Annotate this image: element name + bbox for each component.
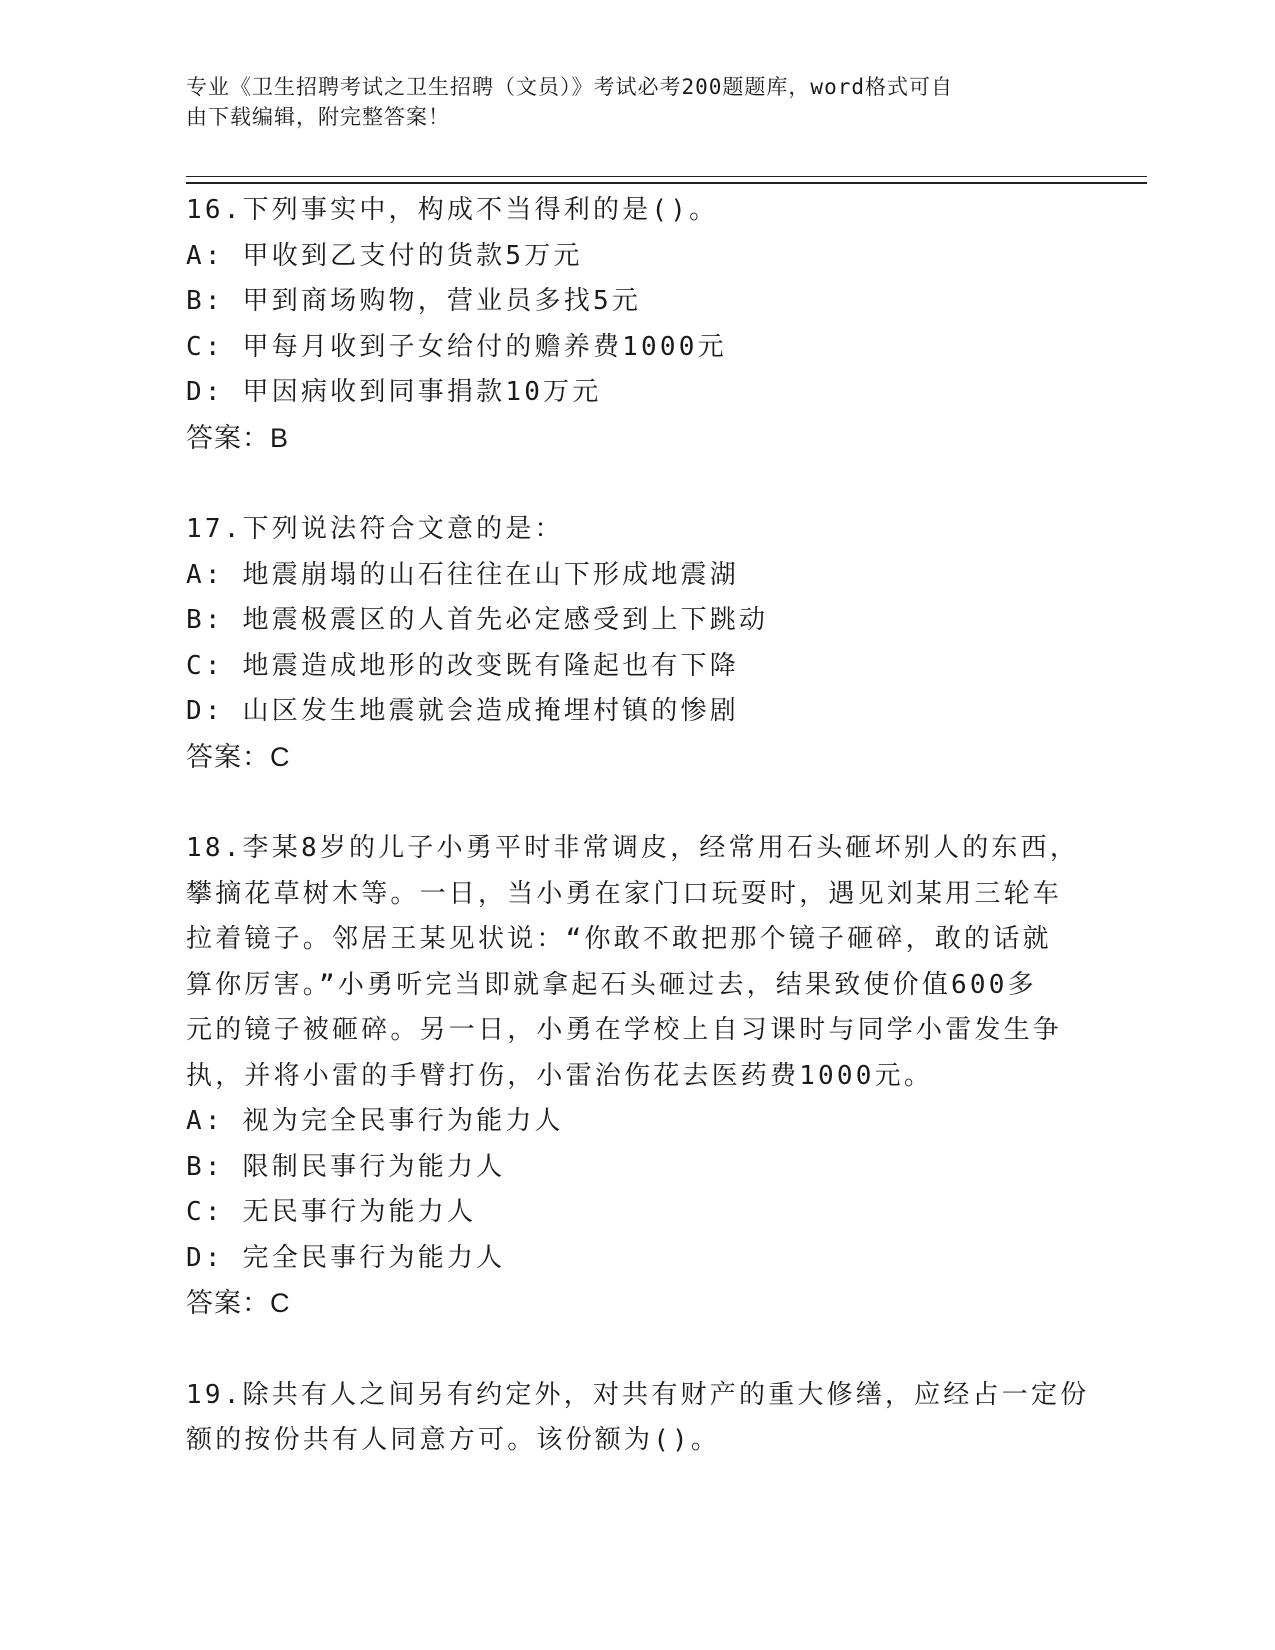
header-line-2: 由下载编辑，附完整答案！ bbox=[186, 105, 450, 129]
question-stem: 16.下列事实中，构成不当得利的是()。 bbox=[186, 195, 719, 225]
question-list bbox=[186, 188, 1090, 1510]
question-19 bbox=[186, 1373, 1090, 1464]
option-b: B: 限制民事行为能力人 bbox=[186, 1151, 506, 1182]
answer-label: 答案：C bbox=[186, 1288, 291, 1318]
answer-label: 答案：B bbox=[186, 422, 290, 453]
option-a: A: 甲收到乙支付的货款5万元 bbox=[186, 240, 583, 271]
option-a: A: 地震崩塌的山石往往在山下形成地震湖 bbox=[186, 559, 739, 590]
header-divider-thick bbox=[186, 182, 1147, 184]
header-divider-thin bbox=[186, 176, 1147, 177]
question-stem-line: 拉着镜子。邻居王某见状说：“你敢不敢把那个镜子砸碎，敢的话就 bbox=[186, 924, 1052, 954]
option-d: D: 完全民事行为能力人 bbox=[186, 1242, 506, 1273]
option-c: C: 地震造成地形的改变既有隆起也有下降 bbox=[186, 650, 739, 681]
header-line-1: 专业《卫生招聘考试之卫生招聘（文员）》考试必考200题题库，word格式可自 bbox=[186, 75, 953, 99]
question-16 bbox=[186, 188, 1086, 461]
question-stem-line: 18.李某8岁的儿子小勇平时非常调皮，经常用石头砸坏别人的东西， bbox=[186, 833, 1080, 863]
option-c: C: 甲每月收到子女给付的赡养费1000元 bbox=[186, 331, 727, 362]
answer-label: 答案：C bbox=[186, 741, 291, 772]
question-stem-line: 额的按份共有人同意方可。该份额为()。 bbox=[186, 1425, 721, 1455]
option-b: B: 地震极震区的人首先必定感受到上下跳动 bbox=[186, 605, 769, 635]
option-c: C: 无民事行为能力人 bbox=[186, 1197, 477, 1227]
option-a: A: 视为完全民事行为能力人 bbox=[186, 1106, 564, 1136]
question-18 bbox=[186, 826, 1086, 1327]
question-stem-line: 执，并将小雷的手臂打伤，小雷治伤花去医药费1000元。 bbox=[186, 1060, 934, 1091]
question-stem: 17.下列说法符合文意的是： bbox=[186, 514, 564, 544]
question-stem-line: 19.除共有人之间另有约定外，对共有财产的重大修缮，应经占一定份 bbox=[186, 1379, 1090, 1410]
question-stem-line: 元的镜子被砸碎。另一日，小勇在学校上自习课时与同学小雷发生争 bbox=[186, 1015, 1063, 1045]
question-17 bbox=[186, 507, 1086, 780]
question-stem-line: 算你厉害。”小勇听完当即就拿起石头砸过去，结果致使价值600多 bbox=[186, 969, 1037, 1000]
question-stem-line: 攀摘花草树木等。一日，当小勇在家门口玩耍时，遇见刘某用三轮车 bbox=[186, 878, 1063, 909]
document-header bbox=[186, 72, 1066, 132]
option-d: D: 山区发生地震就会造成掩埋村镇的惨剧 bbox=[186, 696, 739, 726]
option-b: B: 甲到商场购物，营业员多找5元 bbox=[186, 286, 642, 316]
option-d: D: 甲因病收到同事捐款10万元 bbox=[186, 377, 602, 407]
